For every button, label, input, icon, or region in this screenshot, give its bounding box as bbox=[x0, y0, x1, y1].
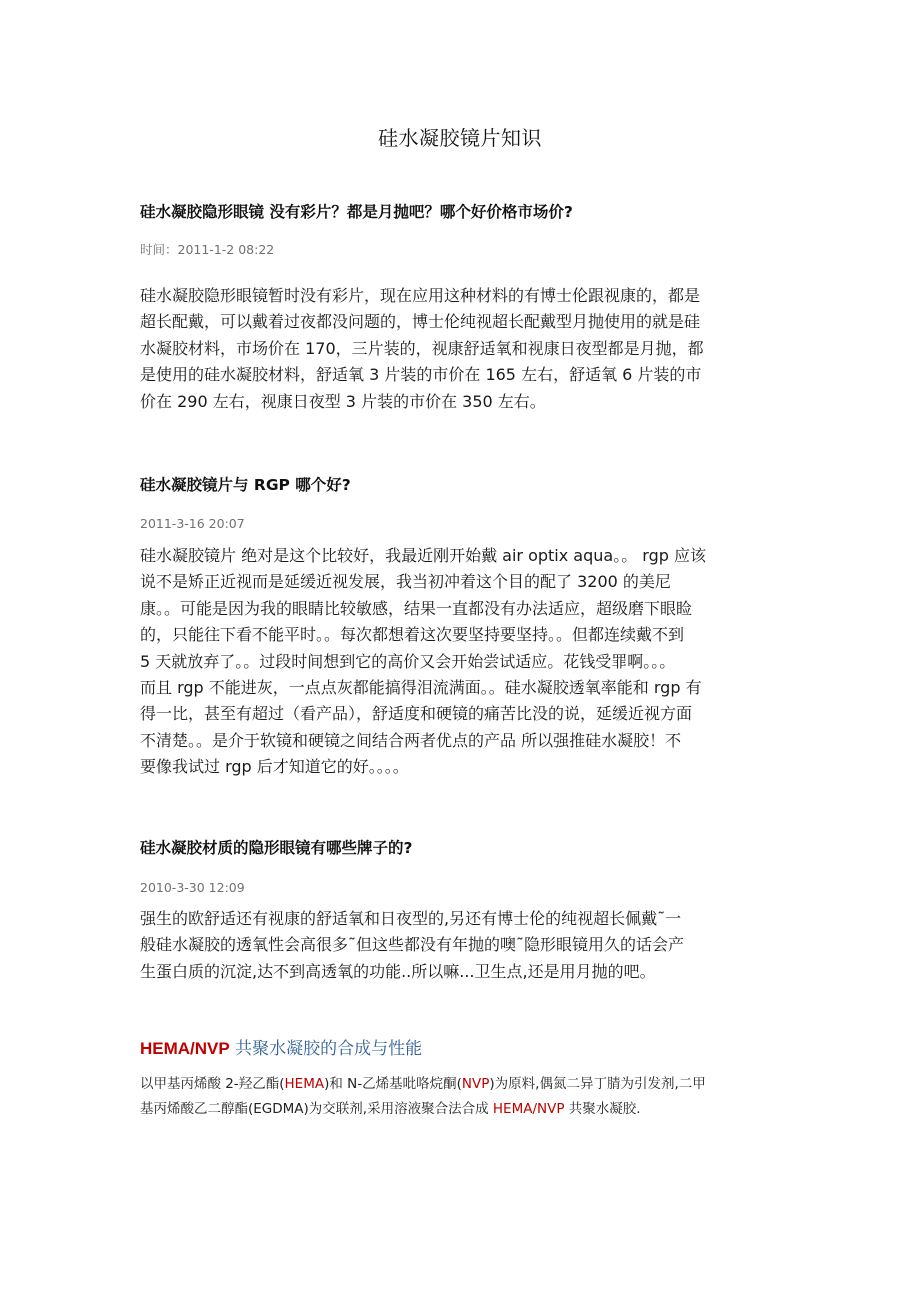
text-segment: 以甲基丙烯酸 2-羟乙酯( bbox=[140, 1076, 285, 1092]
text-line: 是使用的硅水凝胶材料，舒适氧 3 片装的市价在 165 左右，舒适氧 6 片装的市 bbox=[140, 365, 702, 385]
section-paragraph bbox=[140, 1072, 790, 1122]
text-line: 水凝胶材料，市场价在 170，三片装的，视康舒适氧和视康日夜型都是月抛，都 bbox=[140, 338, 704, 358]
text-line: 的，只能往下看不能平时。。每次都想着这次要坚持要坚持。。但都连续戴不到 bbox=[140, 625, 685, 645]
question-heading-2: 硅水凝胶镜片与 RGP 哪个好? bbox=[140, 476, 351, 494]
timestamp-1: 时间：2011-1-2 08:22 bbox=[140, 242, 275, 257]
text-line: 生蛋白质的沉淀,达不到高透氧的功能..所以嘛...卫生点,还是用月抛的吧。 bbox=[140, 961, 656, 981]
section-heading bbox=[140, 1034, 422, 1059]
section-heading-red: HEMA/NVP bbox=[140, 1039, 230, 1058]
question-heading-1: 硅水凝胶隐形眼镜 没有彩片？都是月抛吧？哪个好价格市场价? bbox=[140, 203, 573, 221]
text-line bbox=[140, 1072, 790, 1097]
answer-paragraph-2 bbox=[140, 543, 790, 781]
document-title: 硅水凝胶镜片知识 bbox=[378, 126, 542, 150]
text-line: 而且 rgp 不能进灰，一点点灰都能搞得泪流满面。。硅水凝胶透氧率能和 rgp 有 bbox=[140, 678, 702, 698]
text-line: 要像我试过 rgp 后才知道它的好。。。。 bbox=[140, 757, 409, 777]
text-line bbox=[140, 1097, 790, 1122]
answer-paragraph-1 bbox=[140, 283, 790, 415]
text-line: 说不是矫正近视而是延缓近视发展，我当初冲着这个目的配了 3200 的美尼 bbox=[140, 572, 671, 592]
section-heading-blue: 共聚水凝胶的合成与性能 bbox=[229, 1039, 423, 1059]
text-line: 强生的欧舒适还有视康的舒适氧和日夜型的,另还有博士伦的纯视超长佩戴˜一 bbox=[140, 909, 682, 928]
text-segment: )为原料,偶氮二异丁腈为引发剂,二甲 bbox=[489, 1076, 706, 1092]
timestamp-3: 2010-3-30 12:09 bbox=[140, 880, 245, 895]
text-segment: 共聚水凝胶. bbox=[564, 1101, 641, 1117]
text-line: 般硅水凝胶的透氧性会高很多˜但这些都没有年抛的噢˜隐形眼镜用久的话会产 bbox=[140, 935, 685, 955]
text-segment: 基丙烯酸乙二醇酯(EGDMA)为交联剂,采用溶液聚合法合成 bbox=[140, 1101, 493, 1117]
text-segment: )和 N-乙烯基吡咯烷酮( bbox=[324, 1076, 462, 1092]
text-line: 超长配戴，可以戴着过夜都没问题的，博士伦纯视超长配戴型月抛使用的就是硅 bbox=[140, 312, 701, 332]
question-heading-3: 硅水凝胶材质的隐形眼镜有哪些牌子的? bbox=[140, 839, 413, 857]
timestamp-2: 2011-3-16 20:07 bbox=[140, 516, 245, 531]
highlight-hema-nvp: HEMA/NVP bbox=[492, 1101, 565, 1117]
text-line: 得一比，甚至有超过（看产品），舒适度和硬镜的痛苦比没的说，延缓近视方面 bbox=[140, 704, 693, 724]
text-line: 康。。可能是因为我的眼睛比较敏感，结果一直都没有办法适应，超级磨下眼睑 bbox=[140, 598, 693, 618]
text-line: 不清楚。。是介于软镜和硬镜之间结合两者优点的产品 所以强推硅水凝胶！不 bbox=[140, 730, 682, 750]
highlight-hema: HEMA bbox=[284, 1076, 325, 1092]
highlight-nvp: NVP bbox=[461, 1076, 490, 1092]
text-line: 5 天就放弃了。。过段时间想到它的高价又会开始尝试适应。花钱受罪啊。。。 bbox=[140, 651, 676, 671]
text-line: 硅水凝胶镜片 绝对是这个比较好，我最近刚开始戴 air optix aqua。。 rgp 应该 bbox=[140, 546, 706, 565]
text-line: 硅水凝胶隐形眼镜暂时没有彩片，现在应用这种材料的有博士伦跟视康的，都是 bbox=[140, 286, 701, 305]
answer-paragraph-3 bbox=[140, 906, 790, 985]
text-line: 价在 290 左右，视康日夜型 3 片装的市价在 350 左右。 bbox=[140, 391, 546, 411]
